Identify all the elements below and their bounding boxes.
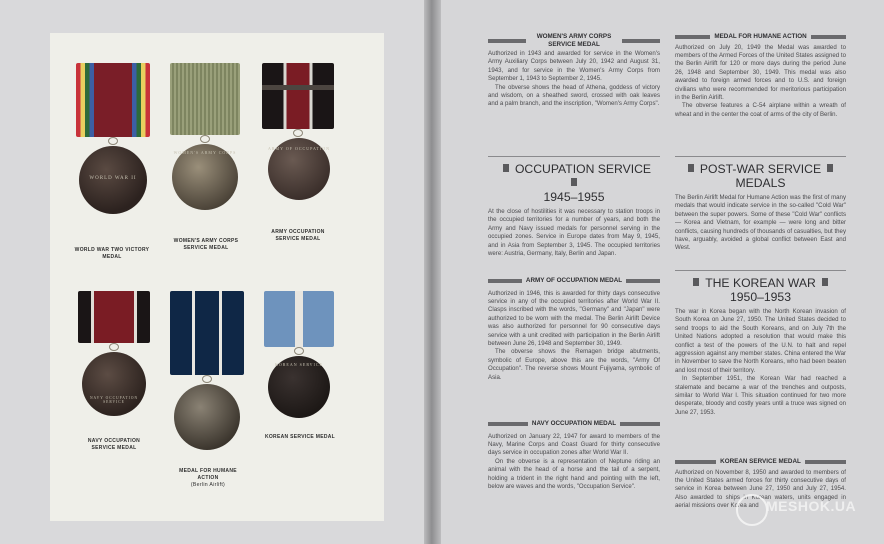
ww2-victory-ribbon bbox=[76, 63, 150, 137]
navy-occupation-heading: NAVY OCCUPATION MEDAL bbox=[488, 420, 660, 428]
humane-action-paragraph-1: Authorized on July 20, 1949 the Medal was awarded to members of the Armed Forces of the United States assigned to the Berlin Airlift for 120 or more days during the period June 26, 1948 and September 30, 1949. This medal was also awarded to foreign armed forces and to U.S. and foreign civilians who were recommended for meritorious participation in the Berlin Airlift. bbox=[675, 43, 846, 101]
occupation-section bbox=[488, 162, 660, 258]
ww2-victory-disc bbox=[79, 146, 147, 214]
caption-navy-occupation: NAVY OCCUPATION SERVICE MEDAL bbox=[87, 438, 141, 451]
heading-square bbox=[693, 278, 699, 286]
navy-occupation-section bbox=[488, 420, 660, 491]
caption-army-occupation: ARMY OCCUPATION SERVICE MEDAL bbox=[271, 229, 325, 242]
heading-bar bbox=[488, 279, 522, 283]
wac-paragraph-2: The obverse shows the head of Athena, goddess of victory and wisdom, on a sheathed sword, crossed with oak leaves and a palm branch, and the inscription, "Women's Army Corps". bbox=[488, 83, 660, 108]
korean-service-inscription: KOREAN SERVICE bbox=[274, 362, 323, 367]
army-occupation-suspension-ring bbox=[293, 129, 303, 137]
navy-occupation-ribbon bbox=[78, 291, 150, 343]
korean-service-ribbon bbox=[264, 291, 334, 347]
caption-humane-action-title: MEDAL FOR HUMANE ACTION bbox=[179, 468, 237, 481]
occupation-paragraph: At the close of hostilities it was necessary to station troops in the occupied territories for a number of years, and both the Army and Navy issued medals for personnel serving in the occupied zones. Service in Europe dates from May 9, 1945, and in Asia from September 3, 1945. The occupied territories were: Austria, Germany, Italy, Berlin and Japan. bbox=[488, 208, 660, 258]
army-occupation-disc bbox=[268, 138, 330, 200]
army-occupation-heading: ARMY OF OCCUPATION MEDAL bbox=[488, 277, 660, 285]
korean-war-paragraph-1: The war in Korea began with the North Korean invasion of South Korea on June 27, 1950. The United States decided to send troops to aid the South Koreans, and on July 7th the United Nations adopted a resolution that would make this conflict a test of the powers of the U.N. to halt and repel aggression against any member states. China entered the War in November to save the North Koreans, who had been beaten and lost most of their territory. bbox=[675, 308, 846, 374]
heading-bar bbox=[620, 422, 660, 426]
womens-army-corps-ribbon bbox=[170, 63, 240, 135]
humane-action-heading: MEDAL FOR HUMANE ACTION bbox=[675, 33, 846, 41]
womens-army-corps-suspension-ring bbox=[200, 135, 210, 143]
heading-square bbox=[571, 178, 577, 186]
korean-war-heading: THE KOREAN WAR 1950–1953 bbox=[675, 276, 846, 304]
army-occupation-ribbon bbox=[262, 63, 334, 129]
wac-section bbox=[488, 33, 660, 109]
army-occupation-inscription: ARMY OF OCCUPATION bbox=[268, 146, 330, 151]
book-spine bbox=[424, 0, 441, 544]
army-occupation-paragraph-2: The obverse shows the Remagen bridge abutments, symbolic of Europe, above this are the words, "Army Of Occupation". The reverse shows Mount Fujiyama, symbolic of Asia. bbox=[488, 348, 660, 381]
divider-line bbox=[675, 270, 846, 271]
korean-war-section bbox=[675, 276, 846, 417]
postwar-paragraph: The Berlin Airlift Medal for Humane Action was the first of many medals that would indicate service in the so-called "Cold War" between the super powers. Some of these "Cold War" conflicts — Korea and Vietnam, for example — were long and bitter conflicts, causing hundreds of thousands of casualties, but they have, arguably, avoided a global conflict between East and West. bbox=[675, 194, 846, 252]
heading-square bbox=[827, 164, 833, 172]
womens-army-corps-disc bbox=[172, 144, 238, 210]
wac-paragraph-1: Authorized in 1943 and awarded for service in the Women's Army Auxiliary Corps between July 20, 1942 and August 31, 1943, and for service in the Women's Army Corps from September 1, 1943 to September 2, 1945. bbox=[488, 50, 660, 83]
ww2-victory-inscription: WORLD WAR II bbox=[89, 176, 137, 181]
navy-occupation-inscription: NAVY OCCUPATION SERVICE bbox=[89, 396, 139, 404]
heading-bar bbox=[805, 460, 846, 464]
korean-service-paragraph: Authorized on November 8, 1950 and awarded to members of the United States armed forces for thirty consecutive days of service in Korea between June 27, 1950 and July 27, 1954. Also awarded to ships in Korean waters, units engaged in aerial missions over Korea and bbox=[675, 468, 846, 510]
humane-action-disc bbox=[174, 384, 240, 450]
caption-korean-service: KOREAN SERVICE MEDAL bbox=[264, 434, 336, 440]
humane-action-ribbon bbox=[170, 291, 244, 375]
ww2-victory-suspension-ring bbox=[108, 137, 118, 145]
heading-bar bbox=[675, 35, 710, 39]
caption-humane-action bbox=[170, 468, 246, 489]
watermark-logo-icon bbox=[736, 494, 768, 526]
army-occupation-clasp bbox=[262, 85, 334, 90]
navy-occupation-suspension-ring bbox=[109, 343, 119, 351]
korean-service-disc bbox=[268, 356, 330, 418]
navy-occupation-paragraph-2: On the obverse is a representation of Neptune riding an animal with the head of a horse and the tail of a serpent, holding a trident in the right hand and pointing with the left, below are waves and the words, "Occupation Service". bbox=[488, 457, 660, 490]
korean-service-heading: KOREAN SERVICE MEDAL bbox=[675, 458, 846, 466]
womens-army-corps-inscription: WOMEN'S ARMY CORPS bbox=[173, 150, 237, 155]
postwar-heading: POST-WAR SERVICE MEDALS bbox=[675, 162, 846, 190]
navy-occupation-disc bbox=[82, 352, 146, 416]
humane-action-section bbox=[675, 33, 846, 119]
caption-humane-action-note: (Berlin Airlift) bbox=[190, 482, 226, 488]
watermark-text: MESHOK.UA bbox=[766, 498, 857, 514]
korean-war-paragraph-2: In September 1951, the Korean War had reached a stalemate and became a war of the trenches and outposts, similar to World War I. This situation continued for two more desperate, bloody and costly years until a truce was signed on June 27, 1953. bbox=[675, 375, 846, 416]
humane-action-suspension-ring bbox=[202, 375, 212, 383]
occupation-heading: OCCUPATION SERVICE 1945–1955 bbox=[488, 162, 660, 204]
divider-line bbox=[675, 156, 846, 157]
navy-occupation-paragraph-1: Authorized on January 22, 1947 for award to members of the Navy, Marine Corps and Coast Guard for thirty consecutive days service in occupation zones after World War II. bbox=[488, 432, 660, 457]
heading-bar bbox=[488, 39, 526, 43]
heading-bar bbox=[488, 422, 528, 426]
humane-action-paragraph-2: The obverse features a C-54 airplane within a wreath of wheat and in the center the coat of arms of the city of Berlin. bbox=[675, 102, 846, 118]
caption-womens-army-corps: WOMEN'S ARMY CORPS SERVICE MEDAL bbox=[173, 238, 239, 251]
wac-heading: WOMEN'S ARMY CORPS SERVICE MEDAL bbox=[488, 33, 660, 48]
heading-square bbox=[688, 164, 694, 172]
heading-square bbox=[822, 278, 828, 286]
army-occupation-paragraph-1: Authorized in 1946, this is awarded for thirty days consecutive service in any of the occupied territories after World War II. Clasps inscribed with the words, "Germany" and "Japan" were authorized to be worn with the medal. The Berlin Airlift Device was also authorized for personnel for 90 consecutive days service with a unit credited with participation in the Berlin Airlift between June 26, 1948 and September 30, 1949. bbox=[488, 289, 660, 347]
army-occupation-section bbox=[488, 277, 660, 382]
divider-line bbox=[488, 156, 660, 157]
heading-bar bbox=[675, 460, 716, 464]
caption-ww2-victory: WORLD WAR TWO VICTORY MEDAL bbox=[74, 247, 150, 260]
heading-square bbox=[503, 164, 509, 172]
medal-plate bbox=[50, 33, 384, 521]
korean-service-suspension-ring bbox=[294, 347, 304, 355]
postwar-section bbox=[675, 162, 846, 253]
heading-bar bbox=[811, 35, 846, 39]
heading-bar bbox=[626, 279, 660, 283]
heading-bar bbox=[622, 39, 660, 43]
